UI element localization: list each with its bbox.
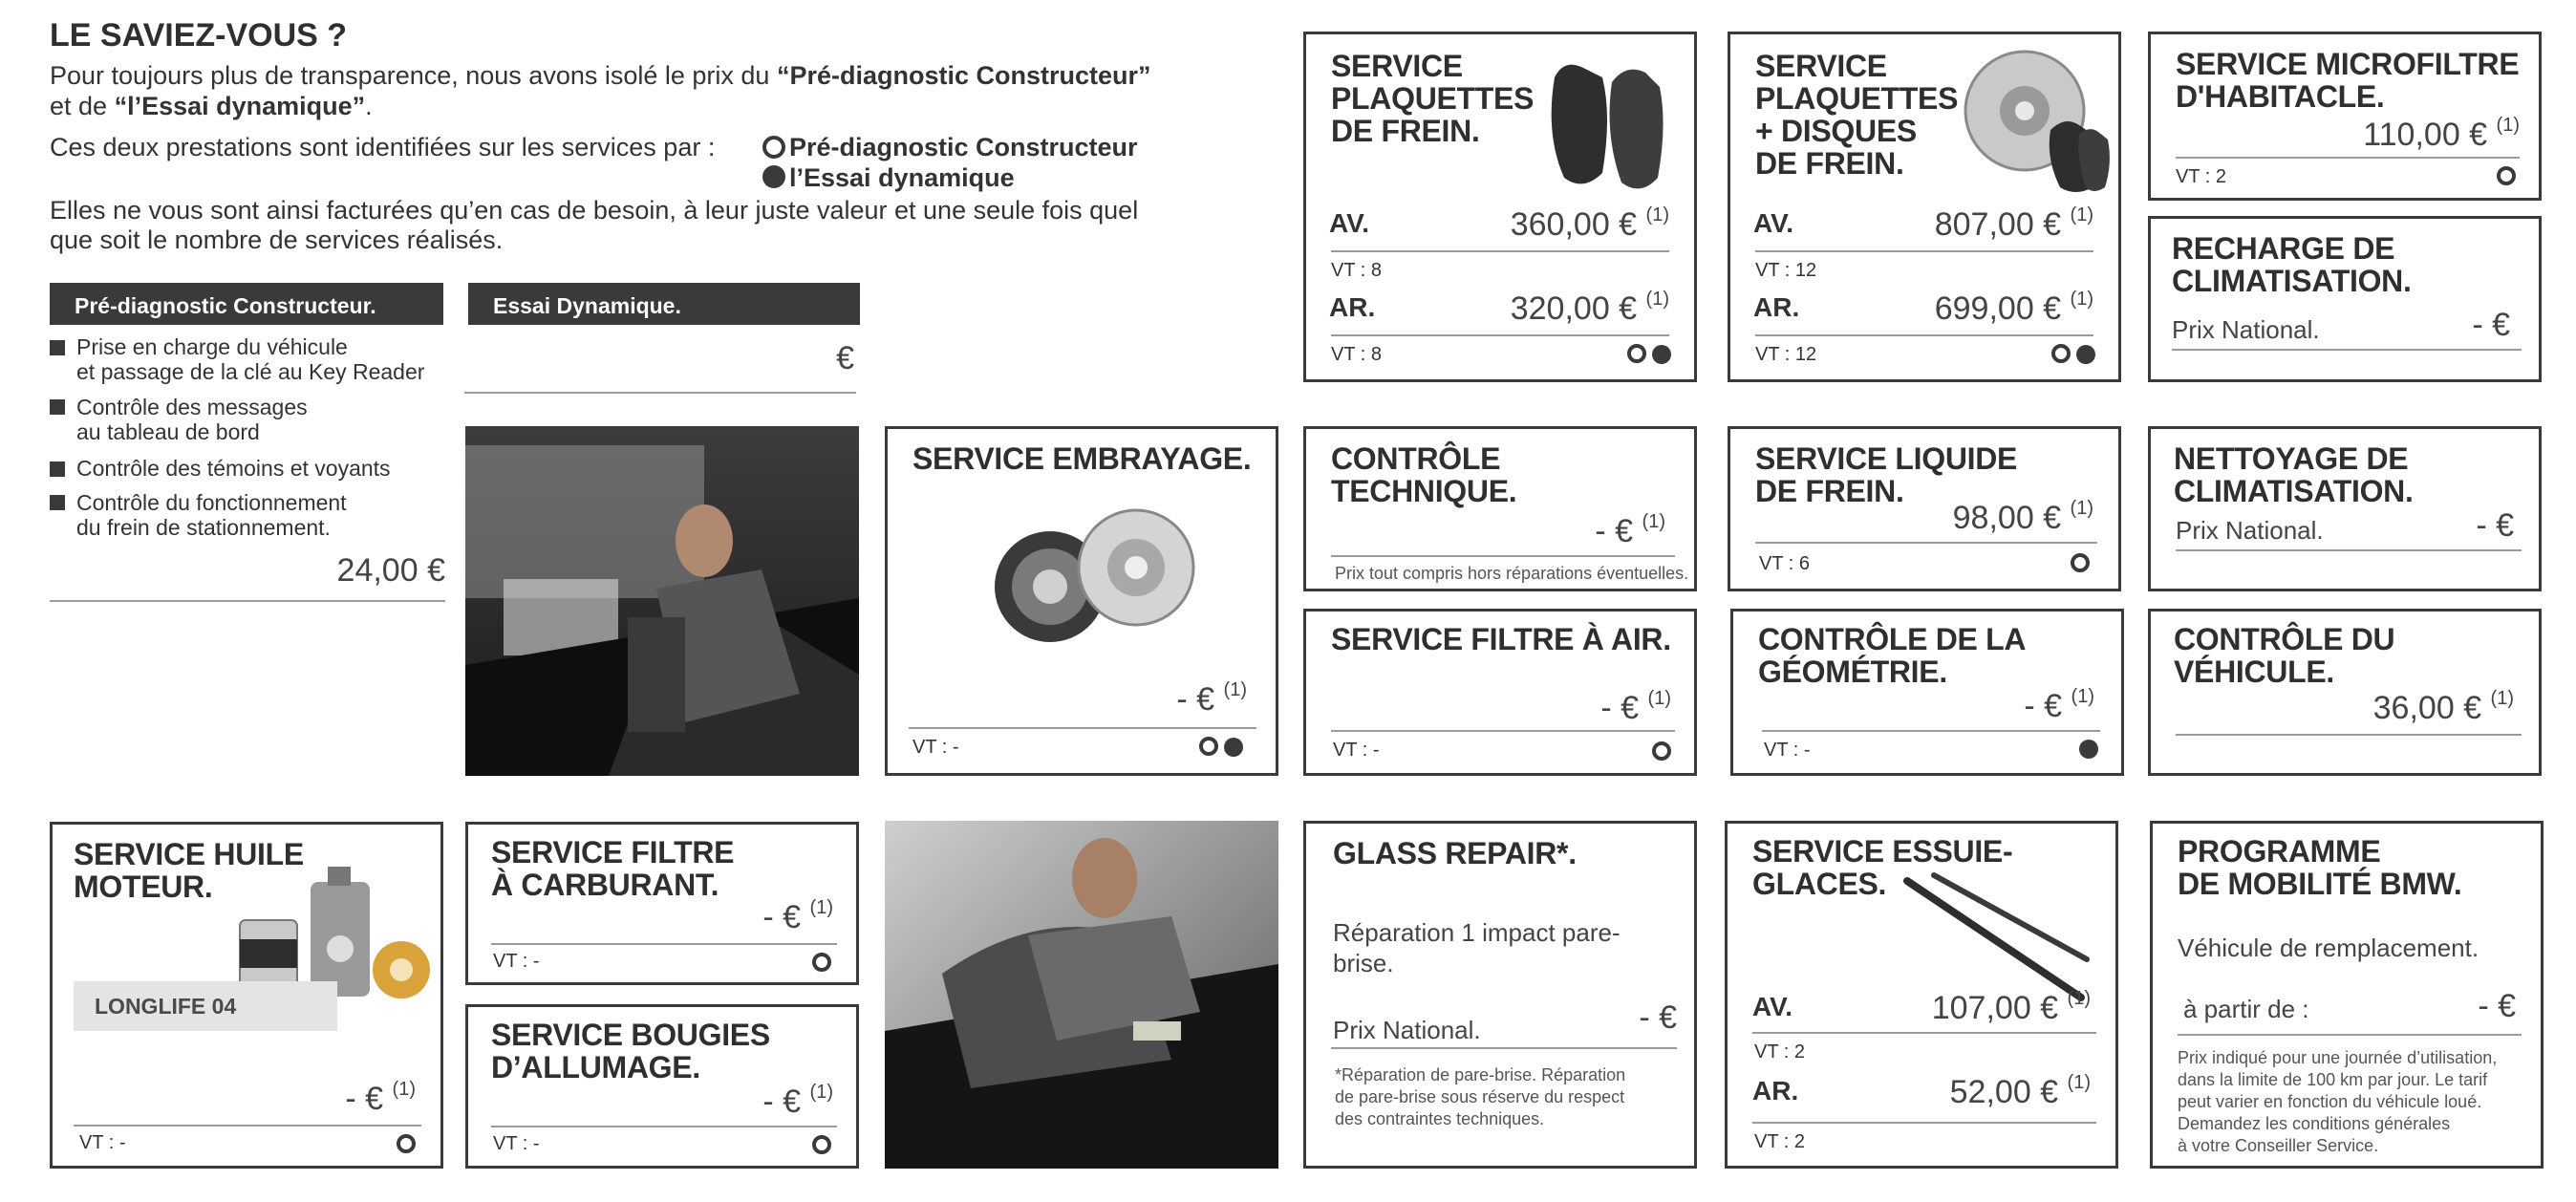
legend-dot-label: l’Essai dynamique (789, 163, 1015, 192)
divider (50, 600, 445, 602)
ar-price: 320,00 € $^{(1)}$ (1510, 289, 1669, 327)
vt: VT : - (912, 737, 959, 758)
essai-dot-icon (1652, 345, 1671, 364)
card-title: GLASS REPAIR*. (1333, 836, 1577, 870)
prediag-ring-icon (2497, 166, 2516, 185)
clutch-kit-icon (983, 496, 1203, 649)
vt: VT : - (493, 951, 540, 972)
divider (1752, 1122, 2096, 1124)
essai-dot-icon (2076, 345, 2095, 364)
card-title: SERVICE BOUGIES D’ALLUMAGE. (491, 1018, 770, 1084)
prix-national-label: Prix National. (2172, 315, 2320, 344)
card-huile-moteur (50, 822, 443, 1169)
av-vt: VT : 2 (1754, 1041, 1805, 1062)
card-nettoyage-climatisation (2148, 426, 2542, 591)
prediag-item-2: Contrôle des messages au tableau de bord (76, 395, 308, 444)
prediag-price: 24,00 € (336, 552, 445, 589)
av-price: 360,00 € $^{(1)}$ (1510, 204, 1669, 243)
card-plaquettes-frein (1303, 32, 1697, 382)
prediag-item-3: Contrôle des témoins et voyants (76, 456, 391, 481)
av-vt: VT : 8 (1331, 260, 1382, 281)
av-label: AV. (1329, 208, 1370, 238)
card-glass-repair (1303, 821, 1697, 1169)
card-embrayage (885, 426, 1278, 776)
vt: VT : 2 (2176, 166, 2226, 187)
description: Réparation 1 impact pare- brise. (1333, 918, 1621, 977)
divider (491, 943, 837, 945)
brake-disc-icon (1960, 44, 2113, 197)
card-controle-vehicule (2148, 609, 2542, 776)
card-title: SERVICE HUILE MOTEUR. (74, 837, 304, 904)
price: - € (2478, 988, 2516, 1024)
price: - € $^{(1)}$ (2024, 686, 2094, 724)
card-title: NETTOYAGE DE CLIMATISATION. (2174, 441, 2414, 508)
prediag-ring-icon (1199, 737, 1218, 756)
brake-pads-icon (1545, 58, 1669, 202)
price: - € $^{(1)}$ (1176, 679, 1247, 718)
prediag-ring-icon (1627, 344, 1646, 363)
ar-label: AR. (1329, 292, 1376, 322)
description: Véhicule de remplacement. (2178, 934, 2479, 962)
ar-price: 699,00 € $^{(1)}$ (1934, 289, 2093, 327)
divider (1331, 1047, 1677, 1049)
card-title: SERVICE FILTRE À CARBURANT. (491, 835, 735, 902)
bullet-square-icon (50, 340, 65, 355)
card-controle-geometrie (1730, 609, 2124, 776)
divider (1755, 542, 2097, 544)
card-title: SERVICE LIQUIDE DE FREIN. (1755, 441, 2018, 508)
av-label: AV. (1752, 992, 1793, 1021)
legend-ring-label: Pré-diagnostic Constructeur (789, 133, 1138, 161)
longlife-badge: LONGLIFE 04 (74, 981, 337, 1031)
legend-ring-icon (762, 136, 785, 159)
glass-repair-photo (885, 821, 1278, 1169)
vt: VT : 6 (1759, 553, 1810, 574)
card-title: SERVICE FILTRE À AIR. (1331, 622, 1671, 656)
intro-paragraph-1: Elles ne vous sont ainsi facturées qu’en cas de besoin, à leur juste valeur et une seule fois quel (50, 196, 1139, 225)
divider (1755, 250, 2093, 252)
essai-title-bar: Essai Dynamique. (468, 283, 860, 325)
divider (2176, 549, 2522, 551)
card-title: SERVICE MICROFILTRE D'HABITACLE. (2176, 47, 2520, 114)
essai-dot-icon (1224, 738, 1243, 757)
divider (1331, 250, 1669, 252)
prediag-ring-icon (2051, 344, 2071, 363)
price: 110,00 € $^{(1)}$ (2363, 115, 2520, 153)
card-bougies-allumage (465, 1004, 859, 1169)
essai-price: € (836, 340, 854, 376)
card-title: CONTRÔLE DE LA GÉOMÉTRIE. (1758, 622, 2027, 689)
card-title: PROGRAMME DE MOBILITÉ BMW. (2178, 834, 2462, 901)
bullet-square-icon (50, 461, 65, 477)
card-controle-technique (1303, 426, 1697, 591)
card-title: SERVICE ESSUIE- GLACES. (1752, 834, 2013, 901)
mechanic-engine-photo (465, 426, 859, 776)
divider (1331, 334, 1669, 336)
ar-label: AR. (1752, 1076, 1799, 1105)
ar-vt: VT : 2 (1754, 1131, 1805, 1152)
av-price: 807,00 € $^{(1)}$ (1934, 204, 2093, 243)
divider (1752, 1032, 2096, 1034)
prediag-ring-icon (1652, 741, 1671, 761)
intro-line-1: Pour toujours plus de transparence, nous avons isolé le prix du “Pré-diagnostic Constructeur” (50, 61, 1151, 90)
ar-vt: VT : 12 (1755, 344, 1817, 365)
price: - € $^{(1)}$ (345, 1079, 416, 1117)
card-title: RECHARGE DE CLIMATISATION. (2172, 231, 2412, 298)
divider (2178, 1034, 2522, 1036)
bullet-square-icon (50, 495, 65, 510)
vt: VT : - (1764, 740, 1811, 761)
divider (909, 727, 1256, 729)
ar-label: AR. (1753, 292, 1800, 322)
ar-vt: VT : 8 (1331, 344, 1382, 365)
card-liquide-frein (1728, 426, 2121, 591)
price: - € (1639, 999, 1677, 1036)
price: - € (2472, 307, 2510, 343)
price: 98,00 € $^{(1)}$ (1952, 498, 2093, 536)
price: - € (2476, 507, 2514, 544)
price: - € $^{(1)}$ (1600, 688, 1671, 726)
prediag-ring-icon (812, 953, 831, 972)
vt: VT : - (493, 1133, 540, 1154)
card-filtre-carburant (465, 822, 859, 985)
wiper-blades-icon (1900, 871, 2091, 1005)
prix-national-label: Prix National. (2176, 516, 2324, 545)
identified-text: Ces deux prestations sont identifiées sur les services par : (50, 133, 716, 161)
card-title: CONTRÔLE TECHNIQUE. (1331, 441, 1517, 508)
card-title: SERVICE PLAQUETTES + DISQUES DE FREIN. (1755, 49, 1959, 181)
price: - € $^{(1)}$ (762, 897, 833, 935)
card-filtre-air (1303, 609, 1697, 776)
av-label: AV. (1753, 208, 1794, 238)
card-microfiltre (2148, 32, 2542, 201)
price: - € $^{(1)}$ (1595, 511, 1665, 549)
prediag-ring-icon (812, 1135, 831, 1154)
divider (491, 1126, 837, 1127)
price: 36,00 € $^{(1)}$ (2372, 688, 2514, 726)
divider (74, 1125, 421, 1127)
intro-heading: LE SAVIEZ-VOUS ? (50, 17, 348, 54)
prediag-ring-icon (397, 1134, 416, 1153)
divider (1762, 730, 2100, 732)
intro-line-2: et de “l’Essai dynamique”. (50, 92, 373, 120)
divider (1331, 555, 1675, 557)
prediag-item-4: Contrôle du fonctionnement du frein de stationnement. (76, 490, 347, 540)
divider (1755, 334, 2093, 336)
divider (2172, 349, 2522, 351)
a-partir-de-label: à partir de : (2183, 995, 2309, 1023)
legend-dot-icon (762, 165, 785, 188)
av-vt: VT : 12 (1755, 260, 1817, 281)
card-recharge-climatisation (2148, 216, 2542, 382)
divider (2176, 734, 2522, 736)
vt: VT : - (1333, 740, 1380, 761)
prediag-ring-icon (2071, 553, 2090, 572)
price: - € $^{(1)}$ (762, 1082, 833, 1120)
note: Prix tout compris hors réparations éventuelles. (1335, 564, 1689, 583)
card-title: SERVICE EMBRAYAGE. (912, 441, 1252, 476)
divider (2176, 157, 2520, 159)
card-title: SERVICE PLAQUETTES DE FREIN. (1331, 49, 1535, 148)
divider (464, 392, 856, 394)
bullet-square-icon (50, 399, 65, 415)
card-programme-mobilite (2150, 821, 2544, 1169)
card-essuie-glaces (1725, 821, 2118, 1169)
divider (1331, 730, 1675, 732)
note: *Réparation de pare-brise. Réparation de pare-brise sous réserve du respect des contraintes techniques. (1335, 1065, 1626, 1128)
essai-dot-icon (2079, 740, 2098, 759)
prediag-item-1: Prise en charge du véhicule et passage de la clé au Key Reader (76, 334, 425, 384)
prix-national-label: Prix National. (1333, 1016, 1481, 1044)
av-price: 107,00 € $^{(1)}$ (1931, 988, 2091, 1026)
prediag-title-bar: Pré-diagnostic Constructeur. (50, 283, 443, 325)
note: Prix indiqué pour une journée d’utilisation, dans la limite de 100 km par jour. Le tarif peut varier en fonction du véhicule loué. Demandez les conditions générales à votre Conseiller Service. (2178, 1048, 2498, 1155)
card-plaquettes-disques (1728, 32, 2121, 382)
vt: VT : - (79, 1132, 126, 1153)
card-title: CONTRÔLE DU VÉHICULE. (2174, 622, 2395, 689)
ar-price: 52,00 € $^{(1)}$ (1949, 1072, 2091, 1110)
intro-paragraph-2: que soit le nombre de services réalisés. (50, 225, 504, 254)
